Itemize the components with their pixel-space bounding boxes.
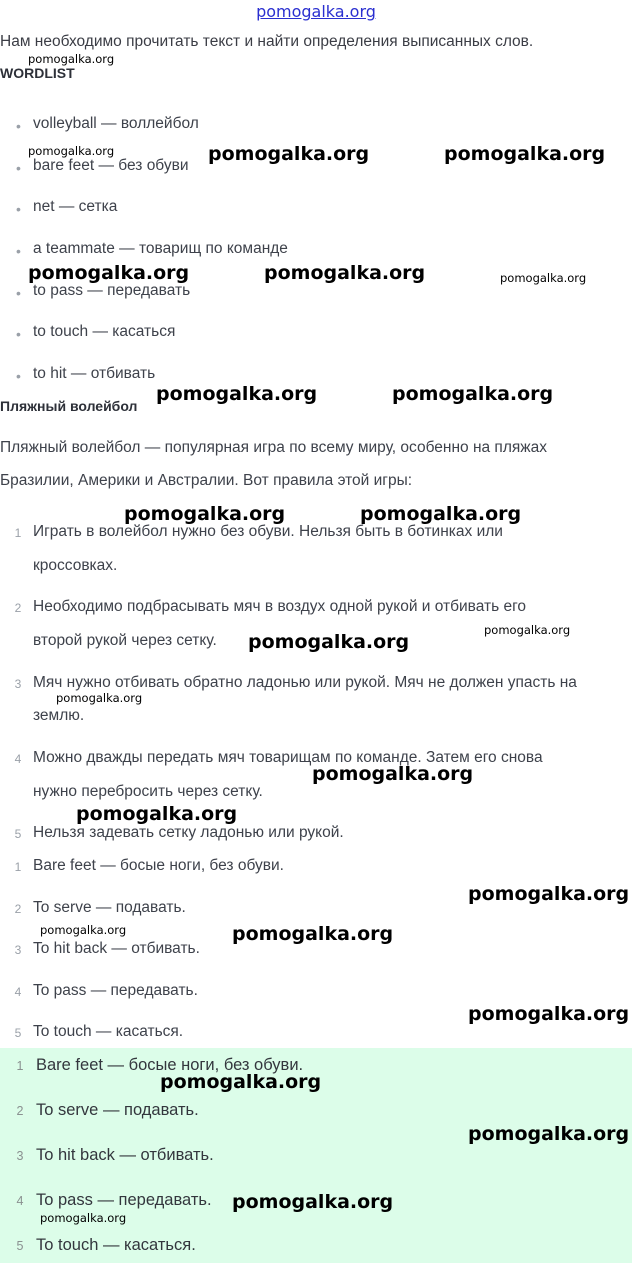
watermark: pomogalka.org — [76, 803, 238, 825]
bullet-icon: • — [16, 285, 21, 301]
watermark: pomogalka.org — [232, 1191, 394, 1213]
answer-number: 3 — [16, 1149, 24, 1163]
wordlist-item: to pass — передавать — [33, 282, 191, 299]
definition-text: To touch — касаться. — [33, 1023, 184, 1040]
watermark: pomogalka.org — [392, 383, 554, 405]
wordlist-item: net — сетка — [33, 198, 118, 215]
answer-number: 2 — [16, 1104, 24, 1118]
definition-number: 2 — [14, 902, 22, 916]
answer-number: 1 — [16, 1059, 24, 1073]
article-intro-line: Бразилии, Америки и Австралии. Вот правила этой игры: — [0, 472, 413, 489]
rule-number: 2 — [14, 601, 22, 615]
rule-text: нужно перебросить через сетку. — [33, 783, 263, 800]
watermark: pomogalka.org — [312, 763, 474, 785]
wordlist-heading: WORDLIST — [0, 65, 75, 81]
rule-text: Можно дважды передать мяч товарищам по команде. Затем его снова — [33, 749, 543, 766]
watermark: pomogalka.org — [468, 1003, 630, 1025]
rule-number: 4 — [14, 752, 22, 766]
bullet-icon: • — [16, 368, 21, 384]
rule-number: 1 — [14, 526, 22, 540]
wordlist-item: a teammate — товарищ по команде — [33, 240, 288, 257]
watermark: pomogalka.org — [444, 143, 606, 165]
watermark: pomogalka.org — [500, 271, 587, 285]
answer-number: 5 — [16, 1239, 24, 1253]
bullet-icon: • — [16, 243, 21, 259]
bullet-icon: • — [16, 160, 21, 176]
watermark: pomogalka.org — [40, 923, 127, 937]
rule-text: Нельзя задевать сетку ладонью или рукой. — [33, 824, 344, 841]
watermark: pomogalka.org — [468, 1123, 630, 1145]
definition-text: To serve — подавать. — [33, 899, 186, 916]
bullet-icon: • — [16, 326, 21, 342]
watermark: pomogalka.org — [208, 143, 370, 165]
task-intro: Нам необходимо прочитать текст и найти определения выписанных слов. — [0, 33, 534, 50]
rule-text: Необходимо подбрасывать мяч в воздух одной рукой и отбивать его — [33, 598, 527, 615]
watermark: pomogalka.org — [156, 383, 318, 405]
definition-number: 3 — [14, 943, 22, 957]
definition-number: 5 — [14, 1026, 22, 1040]
definition-text: To hit back — отбивать. — [33, 940, 200, 957]
watermark: pomogalka.org — [360, 503, 522, 525]
rule-text: Играть в волейбол нужно без обуви. Нельзя быть в ботинках или — [33, 523, 503, 540]
wordlist-item: to touch — касаться — [33, 323, 176, 340]
bullet-icon: • — [16, 201, 21, 217]
watermark: pomogalka.org — [468, 883, 630, 905]
answer-text: Bare feet — босые ноги, без обуви. — [36, 1056, 304, 1074]
watermark: pomogalka.org — [232, 923, 394, 945]
article-heading: Пляжный волейбол — [0, 398, 138, 414]
rule-number: 5 — [14, 827, 22, 841]
answer-number: 4 — [16, 1194, 24, 1208]
rule-text: землю. — [33, 707, 85, 724]
definition-text: Bare feet — босые ноги, без обуви. — [33, 857, 284, 874]
watermark: pomogalka.org — [28, 52, 115, 66]
rule-number: 3 — [14, 677, 22, 691]
definition-number: 4 — [14, 985, 22, 999]
bullet-icon: • — [16, 118, 21, 134]
watermark: pomogalka.org — [124, 503, 286, 525]
definition-number: 1 — [14, 860, 22, 874]
wordlist-item: volleyball — воллейбол — [33, 115, 199, 132]
watermark: pomogalka.org — [28, 262, 190, 284]
rule-text: второй рукой через сетку. — [33, 632, 217, 649]
rule-text: кроссовках. — [33, 557, 118, 574]
answer-text: To hit back — отбивать. — [36, 1146, 214, 1164]
watermark: pomogalka.org — [484, 623, 571, 637]
watermark: pomogalka.org — [160, 1071, 322, 1093]
watermark: pomogalka.org — [40, 1211, 127, 1225]
rule-text: Мяч нужно отбивать обратно ладонью или рукой. Мяч не должен упасть на — [33, 674, 577, 691]
answer-text: To pass — передавать. — [36, 1191, 212, 1209]
answer-text: To serve — подавать. — [36, 1101, 199, 1119]
article-intro-line: Пляжный волейбол — популярная игра по всему миру, особенно на пляжах — [0, 439, 548, 456]
watermark: pomogalka.org — [56, 691, 143, 705]
answer-text: To touch — касаться. — [36, 1236, 196, 1254]
wordlist-item: bare feet — без обуви — [33, 157, 189, 174]
watermark: pomogalka.org — [248, 631, 410, 653]
watermark: pomogalka.org — [28, 144, 115, 158]
watermark: pomogalka.org — [264, 262, 426, 284]
wordlist-item: to hit — отбивать — [33, 365, 156, 382]
site-link[interactable]: pomogalka.org — [256, 2, 376, 21]
definition-text: To pass — передавать. — [33, 982, 198, 999]
